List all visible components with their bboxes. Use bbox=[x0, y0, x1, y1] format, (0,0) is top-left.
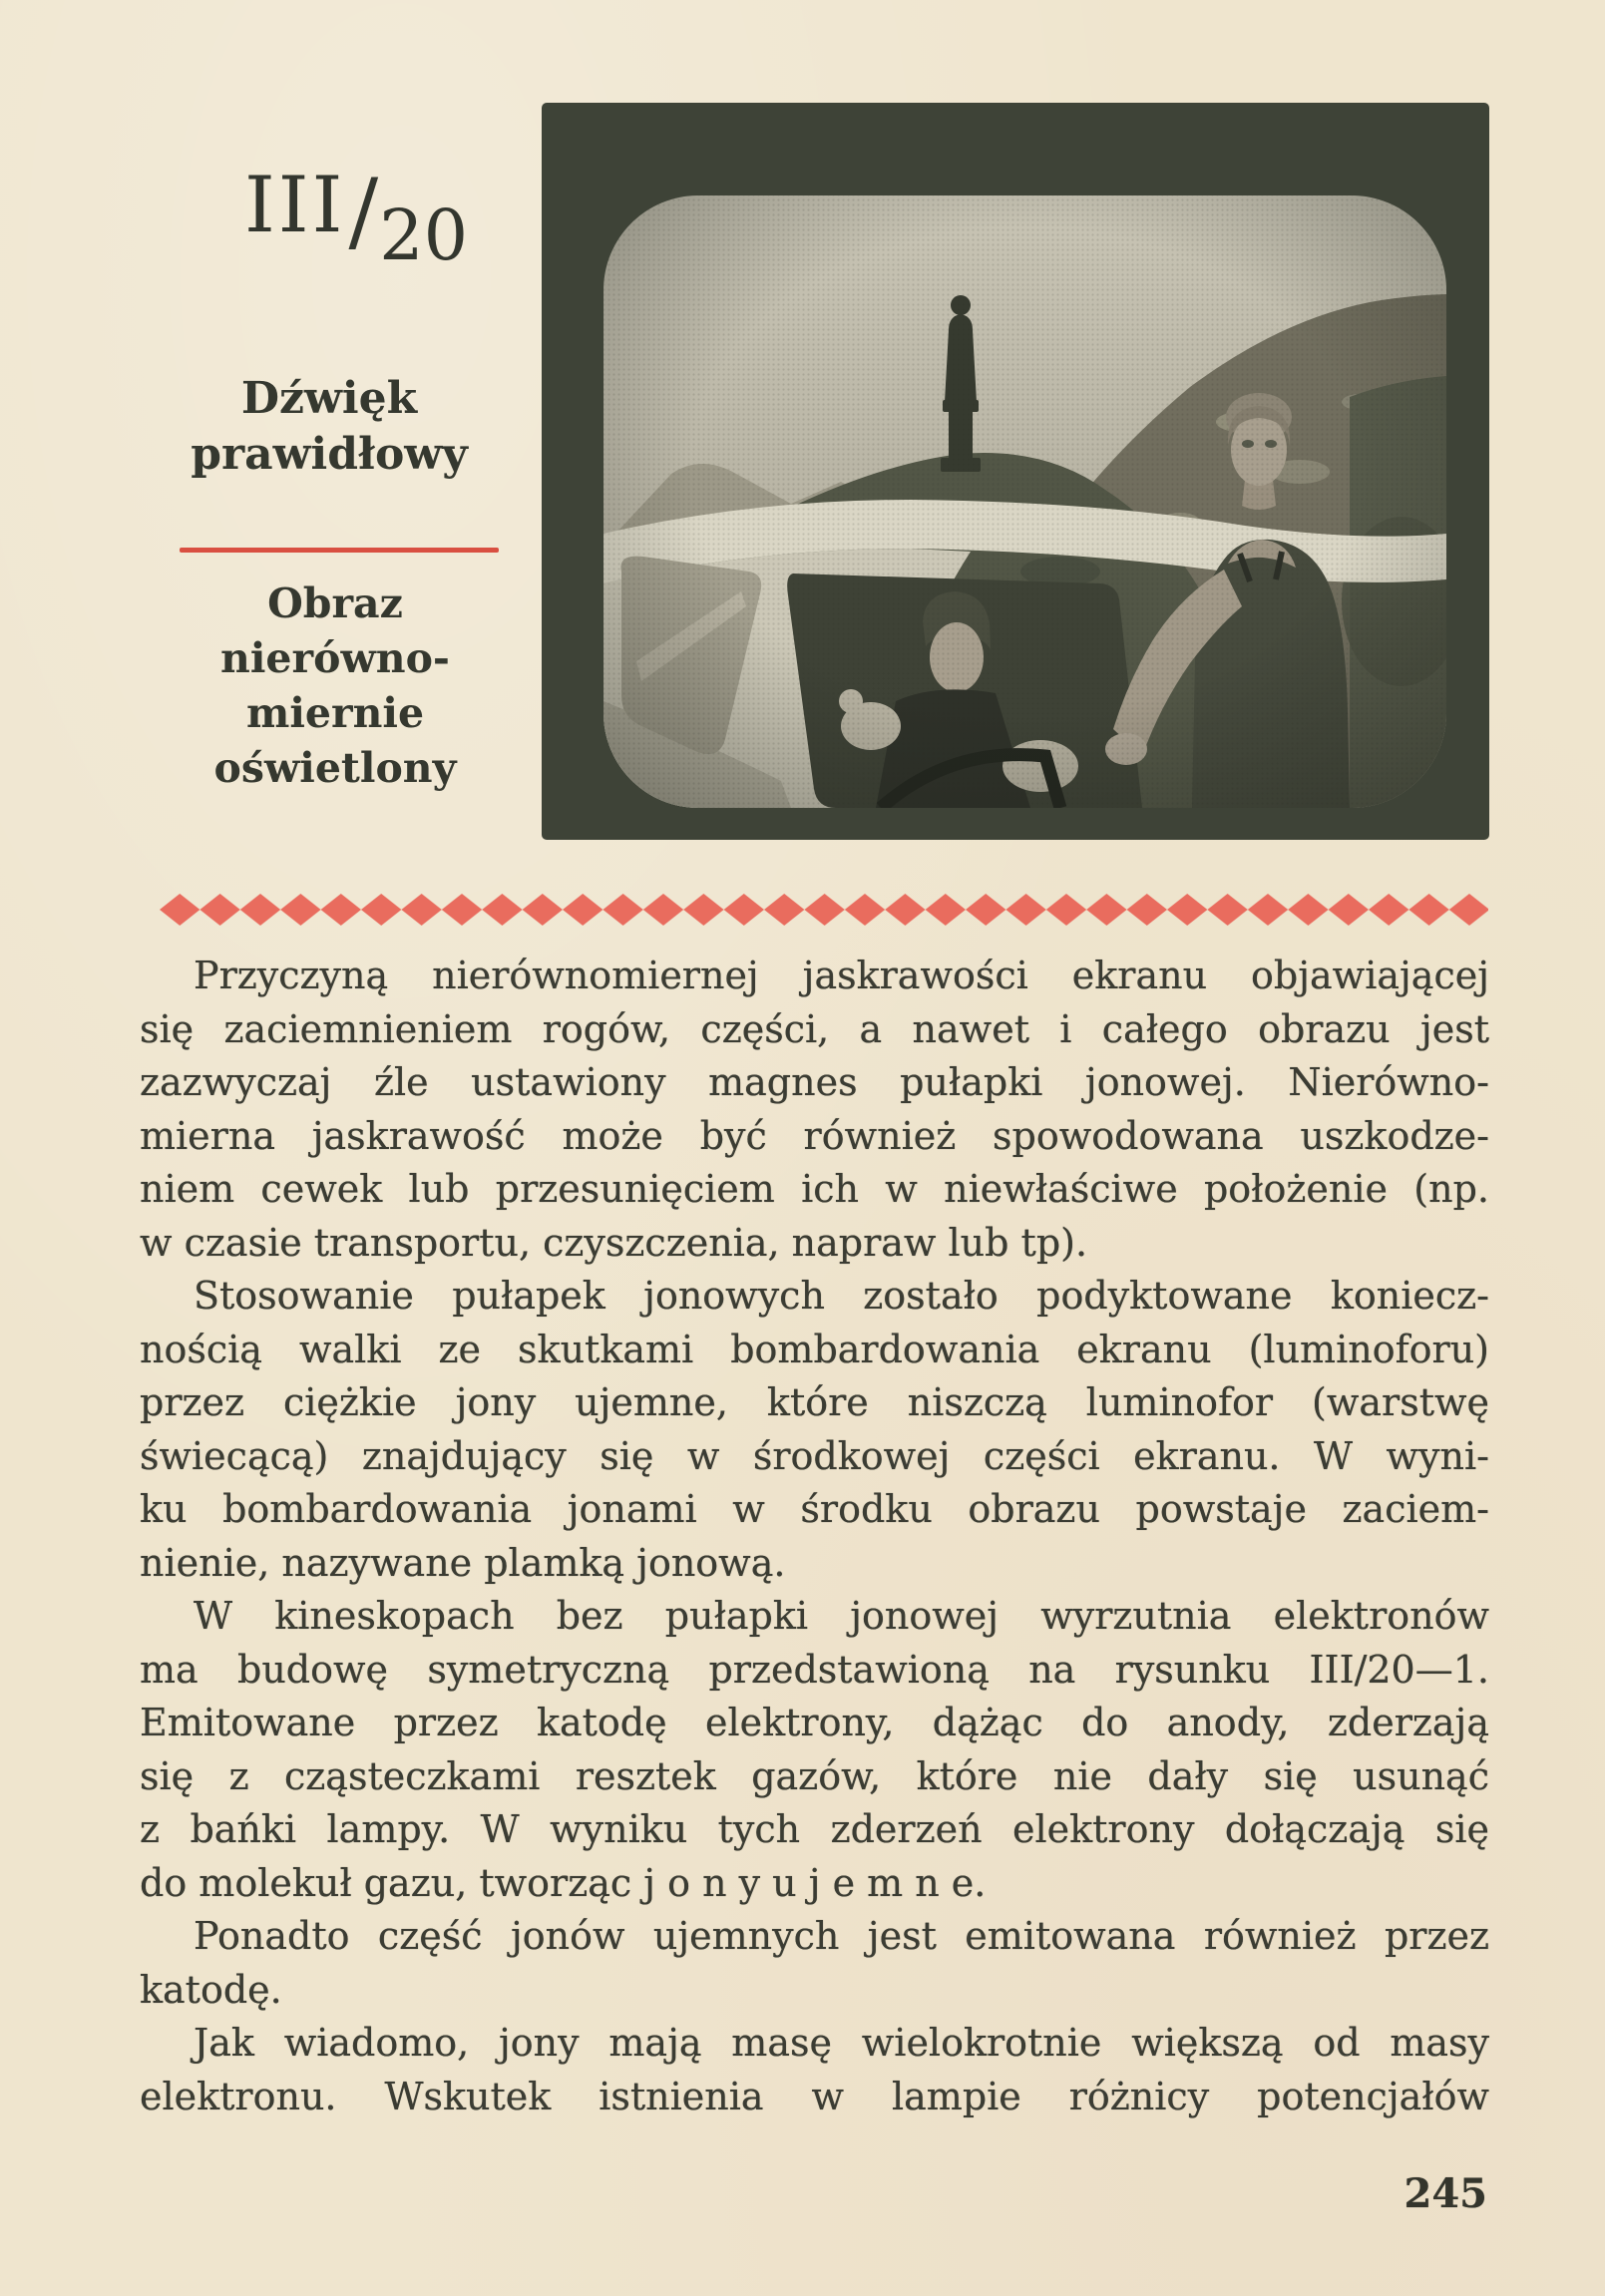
sound-heading-line: prawidłowy bbox=[191, 429, 468, 480]
diamond-row bbox=[160, 890, 1488, 930]
section-label bbox=[244, 150, 469, 276]
body-line: do molekuł gazu, tworząc j o n y u j e m n e. bbox=[140, 1860, 987, 1905]
photo-scene bbox=[603, 195, 1461, 808]
image-heading bbox=[140, 576, 531, 796]
sound-heading-line: Dźwięk bbox=[240, 373, 418, 424]
image-heading-line: miernie bbox=[245, 689, 425, 737]
body-line: ma budowę symetryczną przedstawioną na rysunku III/20—1. bbox=[140, 1647, 1489, 1692]
body-line: się z cząsteczkami resztek gazów, które nie dały się usunąć bbox=[140, 1753, 1489, 1798]
body-line: elektronu. Wskutek istnienia w lampie różnicy potencjałów bbox=[140, 2074, 1489, 2118]
body-text bbox=[140, 950, 1489, 2123]
body-line: przez ciężkie jony ujemne, które niszczą luminofor (warstwę bbox=[140, 1380, 1489, 1424]
body-line: z bańki lampy. W wyniku tych zderzeń elektrony dołączają się bbox=[140, 1807, 1489, 1851]
sound-heading bbox=[140, 371, 519, 483]
tv-screen-photo bbox=[542, 103, 1489, 840]
body-line: nienie, nazywane plamką jonową. bbox=[140, 1540, 786, 1585]
section-label-number: 20 bbox=[379, 194, 469, 276]
image-heading-line: nierówno- bbox=[220, 634, 450, 682]
red-rule-divider bbox=[180, 548, 499, 553]
body-line: nością walki ze skutkami bombardowania ekranu (luminoforu) bbox=[140, 1327, 1489, 1371]
body-line: w czasie transportu, czyszczenia, napraw lub tp). bbox=[140, 1220, 1088, 1265]
body-line: W kineskopach bez pułapki jonowej wyrzutnia elektronów bbox=[194, 1594, 1489, 1638]
image-heading-line: oświetlony bbox=[213, 744, 457, 792]
section-label-roman: III bbox=[244, 161, 346, 250]
body-line: Stosowanie pułapek jonowych zostało podyktowane koniecz- bbox=[194, 1274, 1489, 1318]
body-line: Ponadto część jonów ujemnych jest emitowana również przez bbox=[194, 1914, 1489, 1958]
body-line: mierna jaskrawość może być również spowodowana uszkodze- bbox=[140, 1113, 1489, 1158]
body-line: niem cewek lub przesunięciem ich w niewłaściwe położenie (np. bbox=[140, 1167, 1489, 1211]
body-line: Jak wiadomo, jony mają masę wielokrotnie większą od masy bbox=[194, 2021, 1489, 2065]
body-line: Emitowane przez katodę elektrony, dążąc do anody, zderzają bbox=[140, 1701, 1489, 1744]
tv-screen-photo-art bbox=[542, 103, 1489, 840]
body-line: się zaciemnieniem rogów, części, a nawet i całego obrazu jest bbox=[140, 1006, 1489, 1051]
body-line: Przyczyną nierównomiernej jaskrawości ekranu objawiającej bbox=[194, 954, 1489, 997]
body-line: katodę. bbox=[140, 1967, 282, 2012]
section-label-slash: / bbox=[348, 160, 379, 262]
body-line: zazwyczaj źle ustawiony magnes pułapki jonowej. Nierówno- bbox=[140, 1060, 1489, 1104]
diamond-divider bbox=[160, 890, 1488, 930]
body-line: świecącą) znajdujący się w środkowej części ekranu. W wyni- bbox=[140, 1433, 1489, 1478]
page-number: 245 bbox=[1404, 2170, 1487, 2217]
image-heading-line: Obraz bbox=[267, 579, 403, 627]
body-line: ku bombardowania jonami w środku obrazu powstaje zaciem- bbox=[140, 1487, 1489, 1531]
